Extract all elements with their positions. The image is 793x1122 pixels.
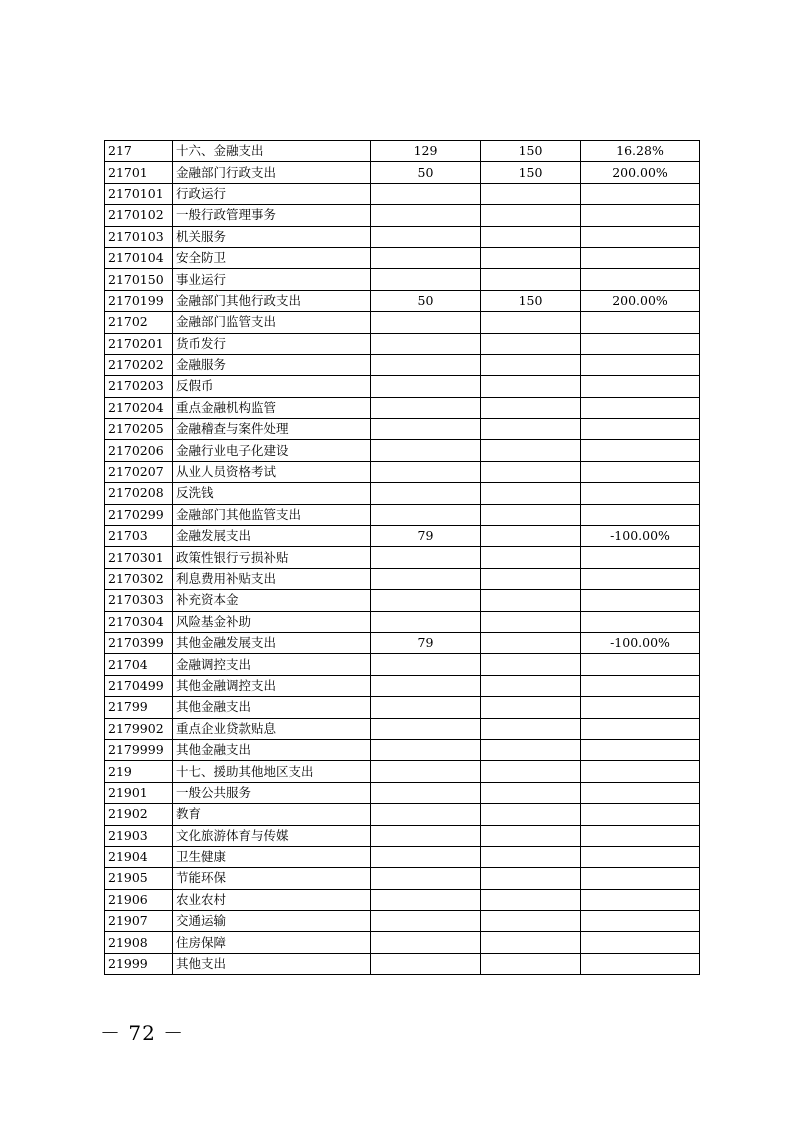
table-row (105, 526, 700, 547)
budget-table (104, 140, 700, 975)
table-row (105, 419, 700, 440)
change-percent-cell (581, 333, 700, 354)
change-percent-cell (581, 654, 700, 675)
subject-name-cell: 其他金融发展支出 (173, 632, 371, 653)
table-row (105, 953, 700, 974)
subject-code-cell: 2170104 (105, 247, 173, 268)
subject-code-cell: 2170399 (105, 632, 173, 653)
subject-name-cell: 金融部门行政支出 (173, 162, 371, 183)
subject-name-cell: 农业农村 (173, 889, 371, 910)
subject-name-cell: 金融部门监管支出 (173, 312, 371, 333)
prior-value-cell (371, 782, 481, 803)
subject-code-cell: 21999 (105, 953, 173, 974)
prior-value-cell (371, 354, 481, 375)
change-percent-cell (581, 226, 700, 247)
table-row (105, 718, 700, 739)
prior-value-cell (371, 675, 481, 696)
change-percent-cell (581, 911, 700, 932)
change-percent-cell (581, 376, 700, 397)
change-percent-cell: 200.00% (581, 162, 700, 183)
change-percent-cell (581, 932, 700, 953)
table-row (105, 654, 700, 675)
current-value-cell (481, 846, 581, 867)
subject-code-cell: 2170208 (105, 483, 173, 504)
change-percent-cell: 200.00% (581, 290, 700, 311)
prior-value-cell (371, 483, 481, 504)
subject-name-cell: 重点金融机构监管 (173, 397, 371, 418)
current-value-cell (481, 547, 581, 568)
subject-code-cell: 217 (105, 141, 173, 162)
prior-value-cell (371, 333, 481, 354)
subject-code-cell: 2170499 (105, 675, 173, 696)
prior-value-cell (371, 654, 481, 675)
subject-code-cell: 21902 (105, 804, 173, 825)
change-percent-cell (581, 247, 700, 268)
change-percent-cell (581, 461, 700, 482)
change-percent-cell (581, 547, 700, 568)
prior-value-cell (371, 440, 481, 461)
change-percent-cell: -100.00% (581, 632, 700, 653)
prior-value-cell (371, 718, 481, 739)
prior-value-cell (371, 247, 481, 268)
table-row (105, 932, 700, 953)
current-value-cell (481, 205, 581, 226)
table-row (105, 590, 700, 611)
subject-name-cell: 政策性银行亏损补贴 (173, 547, 371, 568)
table-row (105, 141, 700, 162)
table-row (105, 376, 700, 397)
table-row (105, 440, 700, 461)
prior-value-cell: 50 (371, 162, 481, 183)
change-percent-cell: 16.28% (581, 141, 700, 162)
table-row (105, 632, 700, 653)
current-value-cell: 150 (481, 141, 581, 162)
prior-value-cell (371, 911, 481, 932)
current-value-cell (481, 247, 581, 268)
subject-name-cell: 十六、金融支出 (173, 141, 371, 162)
subject-code-cell: 2170199 (105, 290, 173, 311)
subject-name-cell: 金融服务 (173, 354, 371, 375)
page-number: － 72 － (100, 1021, 185, 1045)
change-percent-cell (581, 354, 700, 375)
table-row (105, 675, 700, 696)
change-percent-cell (581, 440, 700, 461)
current-value-cell (481, 632, 581, 653)
prior-value-cell: 79 (371, 526, 481, 547)
current-value-cell (481, 269, 581, 290)
subject-code-cell: 21799 (105, 697, 173, 718)
change-percent-cell (581, 697, 700, 718)
prior-value-cell (371, 697, 481, 718)
subject-name-cell: 金融部门其他行政支出 (173, 290, 371, 311)
prior-value-cell (371, 611, 481, 632)
table-row (105, 333, 700, 354)
table-row (105, 568, 700, 589)
subject-name-cell: 交通运输 (173, 911, 371, 932)
subject-name-cell: 风险基金补助 (173, 611, 371, 632)
table-row (105, 397, 700, 418)
table-row (105, 226, 700, 247)
table-row (105, 782, 700, 803)
table-row (105, 697, 700, 718)
current-value-cell (481, 440, 581, 461)
subject-code-cell: 21702 (105, 312, 173, 333)
change-percent-cell (581, 718, 700, 739)
subject-code-cell: 2170101 (105, 183, 173, 204)
change-percent-cell (581, 419, 700, 440)
table-row (105, 761, 700, 782)
subject-name-cell: 行政运行 (173, 183, 371, 204)
subject-name-cell: 其他金融支出 (173, 697, 371, 718)
subject-code-cell: 2170302 (105, 568, 173, 589)
current-value-cell (481, 804, 581, 825)
subject-name-cell: 其他金融支出 (173, 739, 371, 760)
subject-name-cell: 利息费用补贴支出 (173, 568, 371, 589)
current-value-cell (481, 932, 581, 953)
current-value-cell (481, 526, 581, 547)
subject-name-cell: 机关服务 (173, 226, 371, 247)
change-percent-cell (581, 568, 700, 589)
current-value-cell (481, 825, 581, 846)
table-row (105, 247, 700, 268)
subject-name-cell: 文化旅游体育与传媒 (173, 825, 371, 846)
prior-value-cell (371, 312, 481, 333)
table-row (105, 183, 700, 204)
current-value-cell (481, 868, 581, 889)
change-percent-cell (581, 804, 700, 825)
subject-name-cell: 从业人员资格考试 (173, 461, 371, 482)
prior-value-cell (371, 226, 481, 247)
subject-code-cell: 2170102 (105, 205, 173, 226)
table-row (105, 162, 700, 183)
subject-code-cell: 21906 (105, 889, 173, 910)
table-row (105, 868, 700, 889)
subject-code-cell: 21905 (105, 868, 173, 889)
table-row (105, 354, 700, 375)
prior-value-cell (371, 868, 481, 889)
current-value-cell (481, 953, 581, 974)
subject-code-cell: 21904 (105, 846, 173, 867)
prior-value-cell (371, 761, 481, 782)
current-value-cell (481, 504, 581, 525)
subject-code-cell: 2179902 (105, 718, 173, 739)
subject-name-cell: 反假币 (173, 376, 371, 397)
current-value-cell (481, 376, 581, 397)
subject-code-cell: 2170203 (105, 376, 173, 397)
prior-value-cell (371, 205, 481, 226)
subject-code-cell: 2170201 (105, 333, 173, 354)
table-row (105, 290, 700, 311)
change-percent-cell (581, 611, 700, 632)
subject-name-cell: 金融部门其他监管支出 (173, 504, 371, 525)
current-value-cell (481, 739, 581, 760)
subject-code-cell: 21907 (105, 911, 173, 932)
prior-value-cell (371, 953, 481, 974)
table-row (105, 825, 700, 846)
table-row (105, 483, 700, 504)
subject-name-cell: 卫生健康 (173, 846, 371, 867)
change-percent-cell (581, 953, 700, 974)
change-percent-cell (581, 504, 700, 525)
prior-value-cell (371, 932, 481, 953)
prior-value-cell (371, 568, 481, 589)
subject-code-cell: 21701 (105, 162, 173, 183)
subject-name-cell: 事业运行 (173, 269, 371, 290)
current-value-cell (481, 419, 581, 440)
subject-name-cell: 节能环保 (173, 868, 371, 889)
subject-code-cell: 2170301 (105, 547, 173, 568)
current-value-cell (481, 183, 581, 204)
table-row (105, 911, 700, 932)
prior-value-cell (371, 804, 481, 825)
current-value-cell (481, 483, 581, 504)
subject-name-cell: 安全防卫 (173, 247, 371, 268)
current-value-cell (481, 761, 581, 782)
table-row (105, 205, 700, 226)
change-percent-cell (581, 675, 700, 696)
prior-value-cell (371, 461, 481, 482)
current-value-cell (481, 226, 581, 247)
subject-code-cell: 21908 (105, 932, 173, 953)
table-row (105, 739, 700, 760)
subject-name-cell: 金融调控支出 (173, 654, 371, 675)
current-value-cell (481, 333, 581, 354)
subject-code-cell: 2170303 (105, 590, 173, 611)
subject-name-cell: 一般行政管理事务 (173, 205, 371, 226)
prior-value-cell (371, 419, 481, 440)
prior-value-cell: 129 (371, 141, 481, 162)
subject-code-cell: 2170207 (105, 461, 173, 482)
change-percent-cell (581, 761, 700, 782)
prior-value-cell (371, 376, 481, 397)
subject-code-cell: 21901 (105, 782, 173, 803)
table-row (105, 804, 700, 825)
table-body (105, 141, 700, 975)
prior-value-cell (371, 269, 481, 290)
change-percent-cell (581, 312, 700, 333)
subject-name-cell: 反洗钱 (173, 483, 371, 504)
change-percent-cell (581, 483, 700, 504)
subject-code-cell: 219 (105, 761, 173, 782)
subject-name-cell: 金融发展支出 (173, 526, 371, 547)
current-value-cell: 150 (481, 162, 581, 183)
change-percent-cell (581, 590, 700, 611)
change-percent-cell (581, 183, 700, 204)
change-percent-cell (581, 889, 700, 910)
table-row (105, 269, 700, 290)
change-percent-cell (581, 397, 700, 418)
current-value-cell (481, 312, 581, 333)
prior-value-cell (371, 590, 481, 611)
prior-value-cell (371, 889, 481, 910)
current-value-cell (481, 697, 581, 718)
prior-value-cell (371, 183, 481, 204)
prior-value-cell (371, 846, 481, 867)
current-value-cell (481, 397, 581, 418)
subject-name-cell: 补充资本金 (173, 590, 371, 611)
change-percent-cell (581, 205, 700, 226)
table-row (105, 846, 700, 867)
current-value-cell (481, 889, 581, 910)
subject-name-cell: 十七、援助其他地区支出 (173, 761, 371, 782)
subject-code-cell: 21703 (105, 526, 173, 547)
prior-value-cell (371, 825, 481, 846)
subject-name-cell: 住房保障 (173, 932, 371, 953)
subject-code-cell: 21704 (105, 654, 173, 675)
subject-code-cell: 2170204 (105, 397, 173, 418)
current-value-cell (481, 911, 581, 932)
current-value-cell (481, 782, 581, 803)
current-value-cell (481, 611, 581, 632)
change-percent-cell (581, 739, 700, 760)
subject-code-cell: 2170299 (105, 504, 173, 525)
change-percent-cell (581, 782, 700, 803)
current-value-cell (481, 654, 581, 675)
table-row (105, 889, 700, 910)
prior-value-cell: 50 (371, 290, 481, 311)
change-percent-cell: -100.00% (581, 526, 700, 547)
current-value-cell (481, 568, 581, 589)
table-row (105, 547, 700, 568)
subject-name-cell: 金融行业电子化建设 (173, 440, 371, 461)
table-row (105, 312, 700, 333)
subject-name-cell: 货币发行 (173, 333, 371, 354)
subject-code-cell: 2170205 (105, 419, 173, 440)
subject-name-cell: 其他支出 (173, 953, 371, 974)
subject-name-cell: 重点企业贷款贴息 (173, 718, 371, 739)
change-percent-cell (581, 825, 700, 846)
change-percent-cell (581, 868, 700, 889)
table-row (105, 461, 700, 482)
subject-name-cell: 教育 (173, 804, 371, 825)
current-value-cell (481, 354, 581, 375)
table-row (105, 504, 700, 525)
subject-code-cell: 2170103 (105, 226, 173, 247)
prior-value-cell (371, 547, 481, 568)
prior-value-cell: 79 (371, 632, 481, 653)
table-row (105, 611, 700, 632)
subject-code-cell: 21903 (105, 825, 173, 846)
change-percent-cell (581, 269, 700, 290)
current-value-cell: 150 (481, 290, 581, 311)
subject-code-cell: 2170202 (105, 354, 173, 375)
prior-value-cell (371, 739, 481, 760)
prior-value-cell (371, 397, 481, 418)
current-value-cell (481, 675, 581, 696)
subject-name-cell: 其他金融调控支出 (173, 675, 371, 696)
subject-code-cell: 2179999 (105, 739, 173, 760)
prior-value-cell (371, 504, 481, 525)
current-value-cell (481, 461, 581, 482)
subject-code-cell: 2170206 (105, 440, 173, 461)
subject-name-cell: 金融稽查与案件处理 (173, 419, 371, 440)
change-percent-cell (581, 846, 700, 867)
subject-code-cell: 2170304 (105, 611, 173, 632)
current-value-cell (481, 590, 581, 611)
current-value-cell (481, 718, 581, 739)
subject-code-cell: 2170150 (105, 269, 173, 290)
subject-name-cell: 一般公共服务 (173, 782, 371, 803)
